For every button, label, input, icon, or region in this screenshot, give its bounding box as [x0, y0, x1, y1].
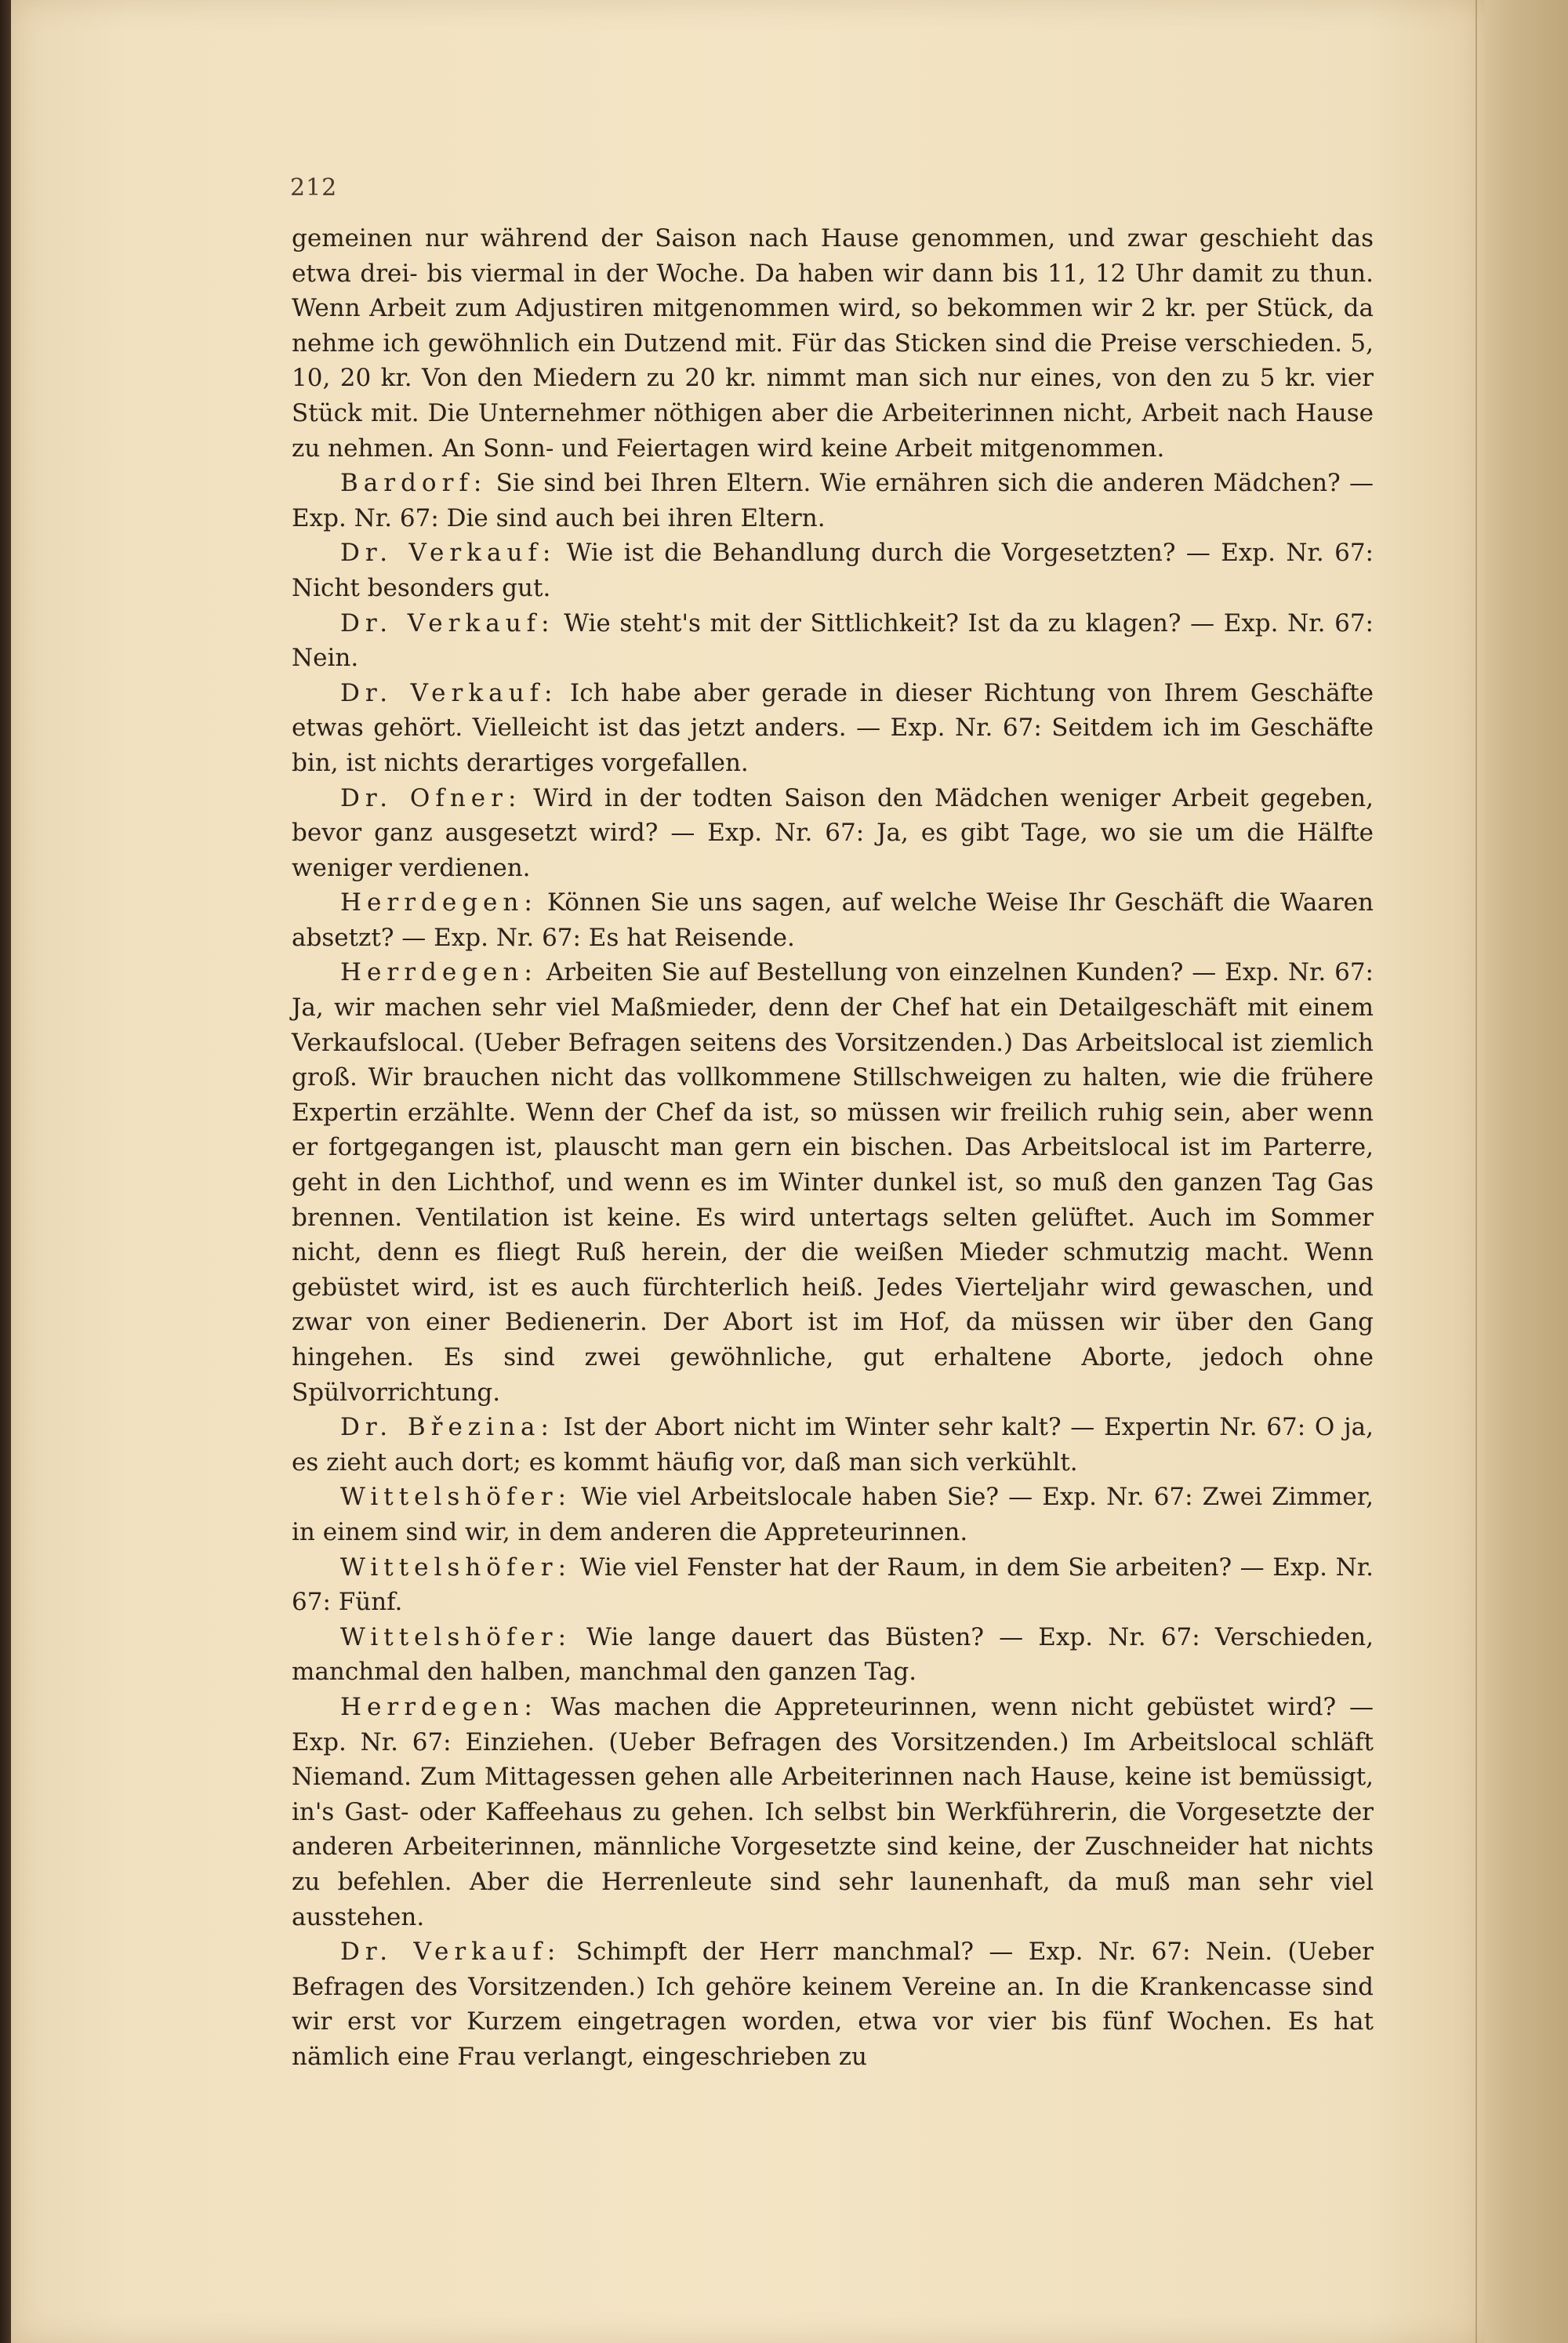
paragraph-text: Wie viel Fenster hat der Raum, in dem Sie arbeiten? — Exp. Nr. 67: Fünf. [292, 1553, 1374, 1617]
page-edge-line [1475, 0, 1477, 2343]
paragraph-text: Sie sind bei Ihren Eltern. Wie ernähren sich die anderen Mädchen? — Exp. Nr. 67: Die sind auch bei ihren Eltern. [292, 469, 1374, 532]
paragraph [292, 885, 1374, 955]
paragraph-text: Wie lange dauert das Büsten? — Exp. Nr. 67: Verschieden, manchmal den halben, manchmal den ganzen Tag. [292, 1622, 1374, 1687]
speaker-name: Herrdegen: [340, 1692, 538, 1721]
speaker-name: Wittelshöfer: [340, 1622, 572, 1651]
paragraph-text: Wie steht's mit der Sittlichkeit? Ist da zu klagen? — Exp. Nr. 67: Nein. [292, 608, 1374, 673]
paragraph-text: Ist der Abort nicht im Winter sehr kalt? — Expertin Nr. 67: O ja, es zieht auch dort; es kommt häufig vor, daß man sich verkühlt. [292, 1413, 1374, 1477]
paragraph [292, 1620, 1374, 1690]
paragraph [292, 1410, 1374, 1480]
paragraph-text: Können Sie uns sagen, auf welche Weise Ihr Geschäft die Waaren absetzt? — Exp. Nr. 67: Es hat Reisende. [292, 888, 1374, 952]
paragraph [292, 221, 1374, 466]
paragraph [292, 955, 1374, 1410]
paragraph-text: Ich habe aber gerade in dieser Richtung von Ihrem Geschäfte etwas gehört. Vielleicht ist das jetzt anders. — Exp. Nr. 67: Seitdem ich im Geschäfte bin, ist nichts derartiges vorgefallen. [292, 678, 1374, 777]
speaker-name: Wittelshöfer: [340, 1483, 572, 1512]
paragraph-text: Wie ist die Behandlung durch die Vorgesetzten? — Exp. Nr. 67: Nicht besonders gut. [292, 539, 1374, 602]
paragraph [292, 1934, 1374, 2074]
paragraph-text: Arbeiten Sie auf Bestellung von einzelnen Kunden? — Exp. Nr. 67: Ja, wir machen sehr viel Maßmieder, denn der Chef hat ein Detailgeschäft mit einem Verkaufslocal. (Ueber Befragen seitens des Vorsitzenden.) Das Arbeitslocal ist ziemlich groß. Wir brauchen nicht das vollkommene Stillschweigen zu halten, wie die frühere Expertin erzählte. Wenn der Chef da ist, so müssen wir freilich ruhig sein, aber wenn er fortgegangen ist, plauscht man gern ein bischen. Das Arbeitslocal ist im Parterre, geht in den Lichthof, und wenn es im Winter dunkel ist, so muß den ganzen Tag Gas brennen. Ventilation ist keine. Es wird untertags selten gelüftet. Auch im Sommer nicht, denn es fliegt Ruß herein, der die weißen Mieder schmutzig macht. Wenn gebüstet wird, ist es auch fürchterlich heiß. Jedes Vierteljahr wird gewaschen, und zwar von einer Bedienerin. Der Abort ist im Hof, da müssen wir über den Gang hingehen. Es sind zwei gewöhnliche, gut erhaltene Aborte, jedoch ohne Spülvorrichtung. [292, 958, 1374, 1407]
speaker-name: Herrdegen: [340, 958, 538, 987]
speaker-name: Bardorf: [340, 469, 488, 498]
paragraph-text: Wie viel Arbeitslocale haben Sie? — Exp. Nr. 67: Zwei Zimmer, in einem sind wir, in dem anderen die Appreteurinnen. [292, 1483, 1374, 1546]
paragraph [292, 781, 1374, 886]
paragraph [292, 466, 1374, 536]
paragraph [292, 606, 1374, 676]
body-text [292, 221, 1374, 2074]
paragraph-text: Schimpft der Herr manchmal? — Exp. Nr. 67: Nein. (Ueber Befragen des Vorsitzenden.) Ich gehöre keinem Vereine an. In die Krankencasse sind wir erst vor Kurzem eingetragen worden, etwa vor vier bis fünf Wochen. Es hat nämlich eine Frau verlangt, eingeschrieben zu [292, 1938, 1374, 2071]
paragraph [292, 1690, 1374, 1934]
speaker-name: Dr. Verkauf: [340, 608, 555, 638]
paragraph-text: Was machen die Appreteurinnen, wenn nicht gebüstet wird? — Exp. Nr. 67: Einziehen. (Ueber Befragen des Vorsitzenden.) Im Arbeitslocal schläft Niemand. Zum Mittagessen gehen alle Arbeiterinnen nach Hause, keine ist bemüssigt, in's Gast- oder Kaffeehaus zu gehen. Ich selbst bin Werkführerin, die Vorgesetzte der anderen Arbeiterinnen, männliche Vorgesetzte sind keine, der Zuschneider hat nichts zu befehlen. Aber die Herrenleute sind sehr launenhaft, da muß man sehr viel ausstehen. [292, 1692, 1374, 1931]
speaker-name: Dr. Verkauf: [340, 1938, 561, 1967]
page-number: 212 [290, 174, 338, 202]
speaker-name: Wittelshöfer: [340, 1553, 572, 1582]
paragraph-text: gemeinen nur während der Saison nach Hause genommen, und zwar geschieht das etwa drei- bis viermal in der Woche. Da haben wir dann bis 11, 12 Uhr damit zu thun. Wenn Arbeit zum Adjustiren mitgenommen wird, so bekommen wir 2 kr. per Stück, da nehme ich gewöhnlich ein Dutzend mit. Für das Sticken sind die Preise verschieden. 5, 10, 20 kr. Von den Miedern zu 20 kr. nimmt man sich nur eines, von den zu 5 kr. vier Stück mit. Die Unternehmer nöthigen aber die Arbeiterinnen nicht, Arbeit nach Hause zu nehmen. An Sonn- und Feiertagen wird keine Arbeit mitgenommen. [292, 224, 1374, 463]
paragraph [292, 676, 1374, 781]
speaker-name: Dr. Verkauf: [340, 678, 558, 707]
speaker-name: Dr. Verkauf: [340, 539, 557, 568]
paragraph [292, 536, 1374, 605]
speaker-name: Dr. Ofner: [340, 783, 522, 812]
page-stack-edge [1485, 0, 1568, 2343]
speaker-name: Herrdegen: [340, 888, 538, 917]
paragraph-text: Wird in der todten Saison den Mädchen weniger Arbeit gegeben, bevor ganz ausgesetzt wird? — Exp. Nr. 67: Ja, es gibt Tage, wo sie um die Hälfte weniger verdienen. [292, 783, 1374, 882]
paragraph [292, 1550, 1374, 1620]
speaker-name: Dr. Březina: [340, 1413, 554, 1442]
paragraph [292, 1480, 1374, 1549]
